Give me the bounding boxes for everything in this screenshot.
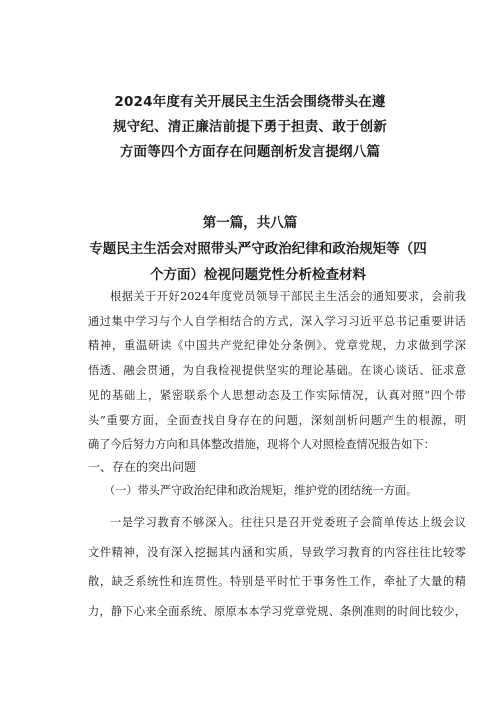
- paragraph-line: 根据关于开好2024年度党员领导干部民主生活会的通知要求，会前我: [110, 290, 466, 303]
- paragraph-line: 一是学习教育不够深入。往往只是召开党委班子会简单传达上级会议: [110, 516, 466, 529]
- paragraph-line: 确了今后努力方向和具体整改措施，现将个人对照检查情况报告如下：: [88, 438, 435, 452]
- paragraph-line: 通过集中学习与个人自学相结合的方式，深入学习习近平总书记重要讲话: [88, 314, 466, 328]
- part-label: 第一篇，共八篇: [202, 215, 298, 231]
- subtitle-line: 个方面）检视问题党性分析检查材料: [150, 267, 366, 283]
- document-title: [70, 90, 430, 165]
- paragraph-line: 头”重要方面，全面查找自身存在的问题，深刻剖析问题产生的根源，明: [88, 413, 466, 427]
- title-line: 2024年度有关开展民主生活会围绕带头在遵: [114, 94, 386, 110]
- subtitle: [78, 236, 438, 288]
- title-line: 规守纪、清正廉洁前提下勇于担责、敢于创新: [113, 119, 387, 135]
- paragraph-line: 精神，重温研读《中国共产党纪律处分条例》、党章党规，力求做到学深: [88, 339, 466, 353]
- subsection-heading: （一）带头严守政治纪律和政治规矩，维护党的团结统一方面。: [104, 484, 418, 497]
- intro-paragraph: [88, 285, 466, 458]
- paragraph-line: 见的基础上，紧密联系个人思想动态及工作实际情况，认真对照“四个带: [88, 388, 466, 402]
- paragraph-line: 悟透、融会贯通，为自我检视提供坚实的理论基础。在谈心谈话、征求意: [88, 364, 466, 378]
- section-heading: 一、存在的突出问题: [88, 460, 197, 474]
- body-paragraph: [88, 508, 466, 626]
- subtitle-line: 专题民主生活会对照带头严守政治纪律和政治规矩等（四: [89, 241, 427, 257]
- title-line: 方面等四个方面存在问题剖析发言提纲八篇: [119, 144, 381, 160]
- paragraph-line: 力，静下心来全面系统、原原本本学习党章党规、条例准则的时间比较少，: [88, 604, 466, 618]
- paragraph-line: 文件精神，没有深入挖掘其内涵和实质，导致学习教育的内容往往比较零: [88, 545, 466, 559]
- paragraph-line: 散，缺乏系统性和连贯性。特别是平时忙于事务性工作，牵扯了大量的精: [88, 575, 466, 588]
